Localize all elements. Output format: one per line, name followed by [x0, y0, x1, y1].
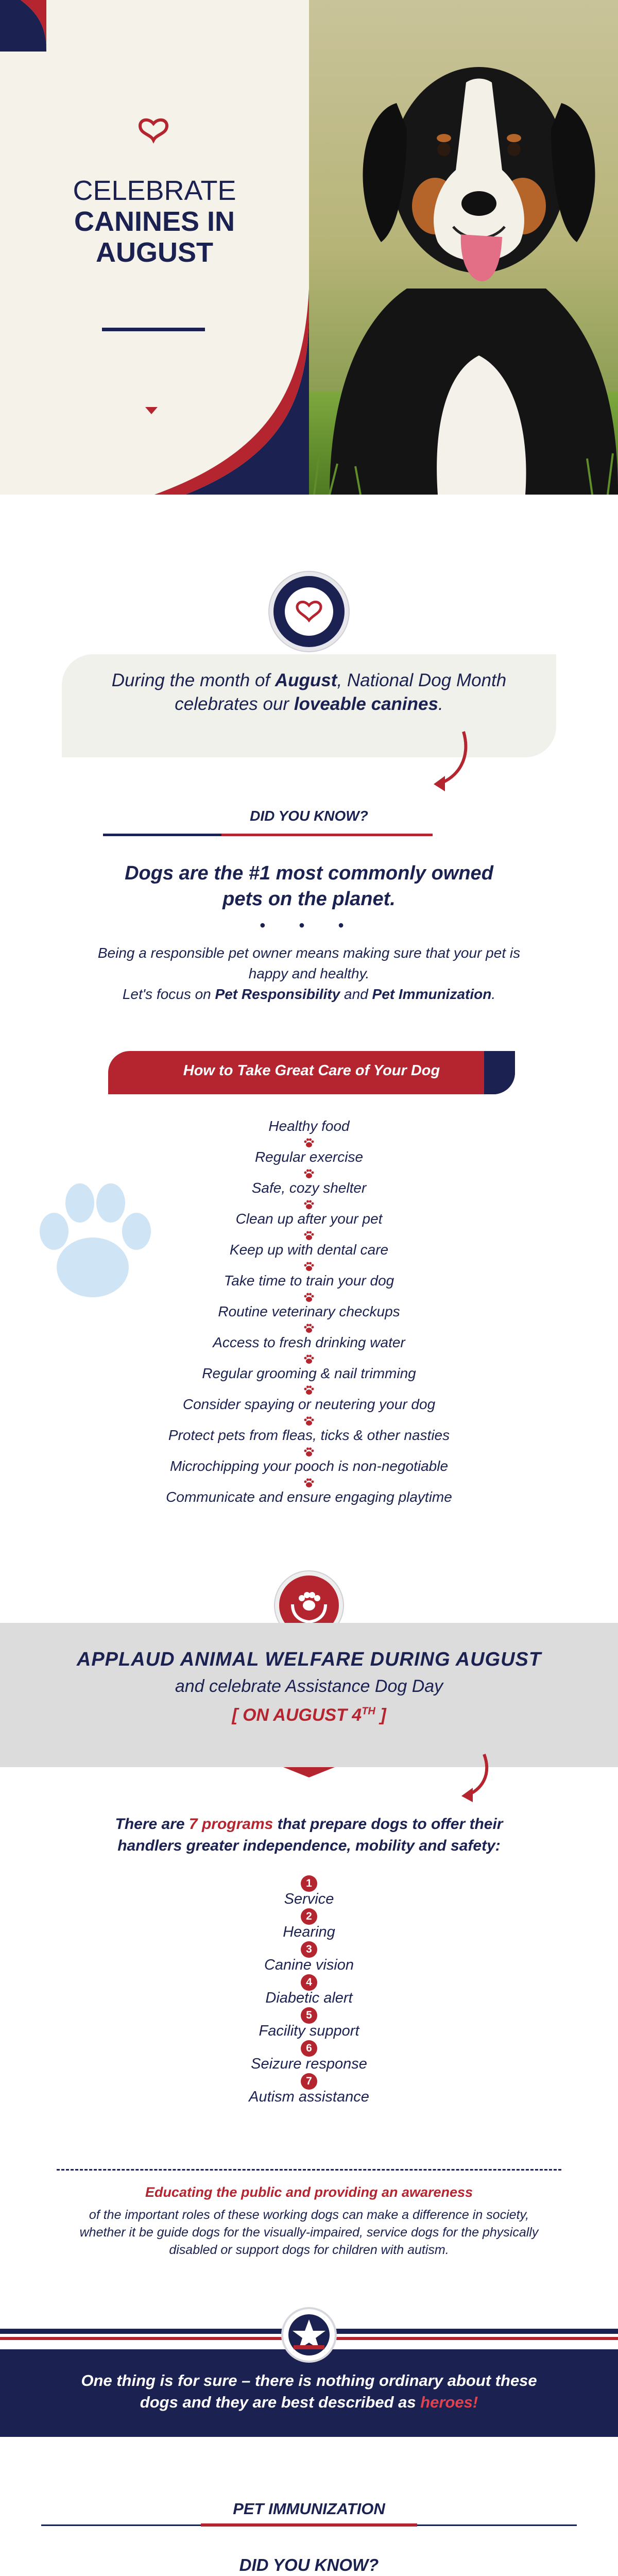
program-number-badge: 7	[301, 2073, 317, 2090]
welfare-date-post: ]	[375, 1705, 386, 1725]
curved-arrow-icon-2	[453, 1752, 494, 1803]
paw-icon	[303, 1415, 315, 1427]
heart-badge	[269, 572, 349, 651]
welfare-date-pre: [ ON AUGUST 4	[232, 1705, 362, 1725]
care-item: Access to fresh drinking water	[213, 1334, 405, 1350]
heroes-text	[62, 2370, 556, 2413]
paw-icon	[303, 1446, 315, 1458]
intro-part3: .	[438, 694, 443, 714]
paw-icon	[303, 1353, 315, 1365]
paw-icon	[303, 1137, 315, 1149]
program-item: Service	[284, 1891, 334, 1907]
care-item: Consider spaying or neutering your dog	[182, 1396, 436, 1412]
hero-title	[41, 175, 268, 268]
hero-divider	[102, 328, 205, 331]
heart-icon	[285, 587, 333, 636]
heart-logo-icon	[139, 117, 168, 143]
care-item: Safe, cozy shelter	[251, 1180, 367, 1196]
education-heading: Educating the public and providing an awareness	[145, 2184, 473, 2200]
intro-month: August	[274, 670, 337, 690]
care-item: Keep up with dental care	[229, 1242, 389, 1258]
program-item: Hearing	[283, 1924, 335, 1940]
responsibility-body2	[77, 984, 541, 1005]
care-item: Clean up after your pet	[235, 1211, 383, 1227]
programs-count: 7 programs	[188, 1816, 273, 1833]
programs-intro	[88, 1814, 530, 1857]
heroes-text-mid: and they are best described as	[178, 2393, 421, 2411]
programs-intro-pre: There are	[115, 1816, 189, 1833]
program-item: Canine vision	[264, 1957, 354, 1973]
care-item: Healthy food	[268, 1118, 350, 1134]
did-you-know-2-heading: DID YOU KNOW?	[239, 2555, 379, 2574]
star-icon	[283, 2309, 335, 2361]
body2-pet-responsibility: Pet Responsibility	[215, 986, 340, 1002]
program-item: Facility support	[259, 2023, 359, 2039]
intro-highlight: loveable canines	[294, 694, 438, 714]
program-number-badge: 3	[301, 1941, 317, 1958]
welfare-date	[0, 1705, 618, 1725]
program-number-badge: 2	[301, 1908, 317, 1925]
heroes-text-pre: One thing is for sure – there is nothing ordinary about these	[81, 2371, 537, 2389]
hero-section	[0, 0, 618, 495]
immunization-title: PET IMMUNIZATION	[233, 2500, 385, 2518]
did-you-know-rule	[103, 834, 221, 836]
program-number-badge: 4	[301, 1974, 317, 1991]
paw-print-icon	[31, 1175, 154, 1309]
education-body: of the important roles of these working dogs can make a difference in society, whether it be guide dogs for the visually-impaired, service dogs for the physically disabled or support dogs for children with autism.	[79, 2208, 539, 2257]
responsibility-text	[77, 943, 541, 1005]
intro-part2: , National Dog Month celebrates our	[175, 670, 507, 714]
star-badge	[281, 2307, 337, 2363]
did-you-know-heading: DID YOU KNOW?	[250, 808, 368, 824]
program-number-badge: 5	[301, 2007, 317, 2024]
body2-pre: Let's focus on	[122, 986, 215, 1002]
paw-icon	[303, 1291, 315, 1303]
paw-icon	[303, 1477, 315, 1489]
body2-pet-immunization: Pet Immunization	[372, 986, 492, 1002]
program-number-badge: 1	[301, 1875, 317, 1892]
paw-icon	[303, 1167, 315, 1180]
paw-icon	[303, 1229, 315, 1242]
program-item: Seizure response	[251, 2056, 367, 2072]
dashed-divider	[57, 2169, 561, 2171]
welfare-subtitle: and celebrate Assistance Dog Day	[175, 1676, 443, 1696]
intro-text	[88, 669, 530, 716]
hero-title-line3: AUGUST	[96, 237, 213, 268]
programs-intro-mid: that prepare dogs to offer their handlers	[117, 1816, 503, 1854]
care-title: How to Take Great Care of Your Dog	[183, 1062, 440, 1079]
welfare-date-sup: TH	[362, 1705, 375, 1717]
did-you-know-underline	[221, 834, 433, 836]
heroes-text-dogs: dogs	[140, 2393, 178, 2411]
paw-icon	[303, 1260, 315, 1273]
body2-mid: and	[340, 986, 372, 1002]
care-item: Regular grooming & nail trimming	[202, 1365, 416, 1381]
program-item: Autism assistance	[249, 2089, 369, 2105]
care-item: Routine veterinary checkups	[218, 1303, 400, 1319]
welfare-notch	[283, 1767, 335, 1777]
responsibility-body1: Being a responsible pet owner means making sure that your pet is happy and healthy.	[97, 945, 521, 981]
welfare-title: APPLAUD ANIMAL WELFARE DURING AUGUST	[76, 1649, 542, 1670]
intro-part1: During the month of	[111, 670, 275, 690]
body2-end: .	[491, 986, 496, 1002]
programs-intro-benefits: greater independence, mobility and safety:	[186, 1837, 501, 1854]
program-number-badge: 6	[301, 2040, 317, 2057]
care-item: Microchipping your pooch is non-negotiable	[169, 1458, 449, 1474]
care-item: Take time to train your dog	[224, 1273, 394, 1289]
curved-arrow-icon	[422, 726, 474, 793]
dog-fact: Dogs are the #1 most commonly owned pets on the planet.	[125, 862, 493, 910]
dots-separator: • • •	[260, 916, 358, 935]
paw-icon	[303, 1322, 315, 1334]
hero-title-line2: CANINES IN	[74, 206, 235, 237]
hero-title-line1: CELEBRATE	[73, 175, 236, 206]
care-item: Regular exercise	[254, 1149, 364, 1165]
caret-down-icon	[145, 407, 158, 414]
paw-icon	[303, 1384, 315, 1396]
program-item: Diabetic alert	[265, 1990, 353, 2006]
heroes-text-heroes: heroes!	[420, 2393, 478, 2411]
paw-icon	[303, 1198, 315, 1211]
care-item: Protect pets from fleas, ticks & other nasties	[168, 1427, 450, 1443]
care-item: Communicate and ensure engaging playtime	[166, 1489, 452, 1505]
